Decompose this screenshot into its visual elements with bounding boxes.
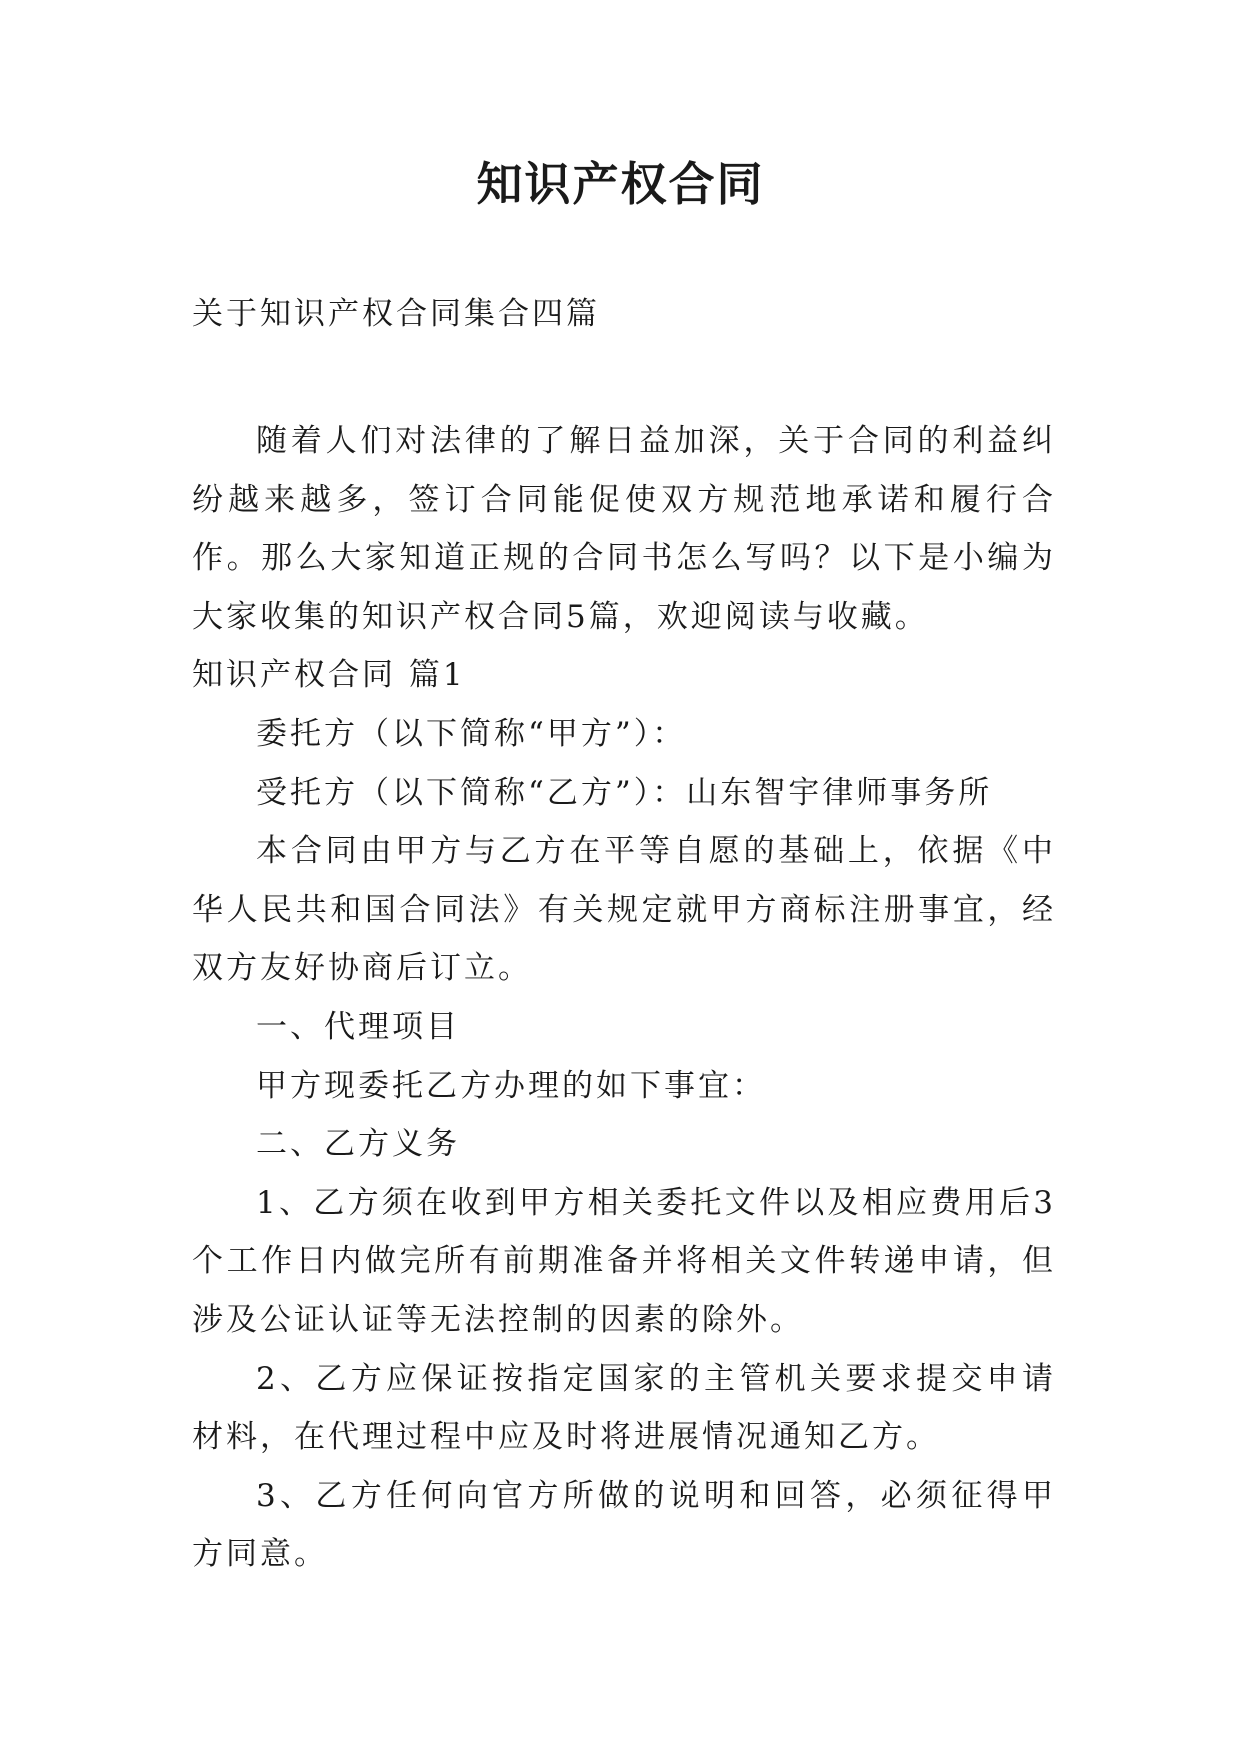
document-subtitle: 关于知识产权合同集合四篇 [192, 296, 600, 332]
clause-heading-1: 一、代理项目 [256, 1008, 460, 1045]
clause-item-1: 1、乙方须在收到甲方相关委托文件以及相应费用后3个工作日内做完所有前期准备并将相关文件转递申请，但涉及公证认证等无法控制的因素的除外。 [192, 1184, 1056, 1338]
document-body [192, 412, 1056, 1584]
clause-item-3: 3、乙方任何向官方所做的说明和回答，必须征得甲方同意。 [192, 1477, 1056, 1573]
party-b-line: 受托方（以下简称“乙方”）：山东智宇律师事务所 [256, 774, 993, 811]
clause-paragraph: 甲方现委托乙方办理的如下事宜： [256, 1067, 766, 1104]
clause-item-2: 2、乙方应保证按指定国家的主管机关要求提交申请材料，在代理过程中应及时将进展情况通知乙方。 [192, 1360, 1056, 1456]
preamble-paragraph: 本合同由甲方与乙方在平等自愿的基础上，依据《中华人民共和国合同法》有关规定就甲方商标注册事宜，经双方友好协商后订立。 [192, 833, 1056, 987]
section-heading: 知识产权合同 篇1 [192, 657, 466, 694]
document-title: 知识产权合同 [476, 157, 765, 211]
intro-paragraph: 随着人们对法律的了解日益加深，关于合同的利益纠纷越来越多，签订合同能促使双方规范地承诺和履行合作。那么大家知道正规的合同书怎么写吗？以下是小编为大家收集的知识产权合同5篇，欢迎阅读与收藏。 [192, 423, 1056, 635]
clause-heading-2: 二、乙方义务 [256, 1126, 460, 1163]
party-a-line: 委托方（以下简称“甲方”）： [256, 715, 687, 752]
